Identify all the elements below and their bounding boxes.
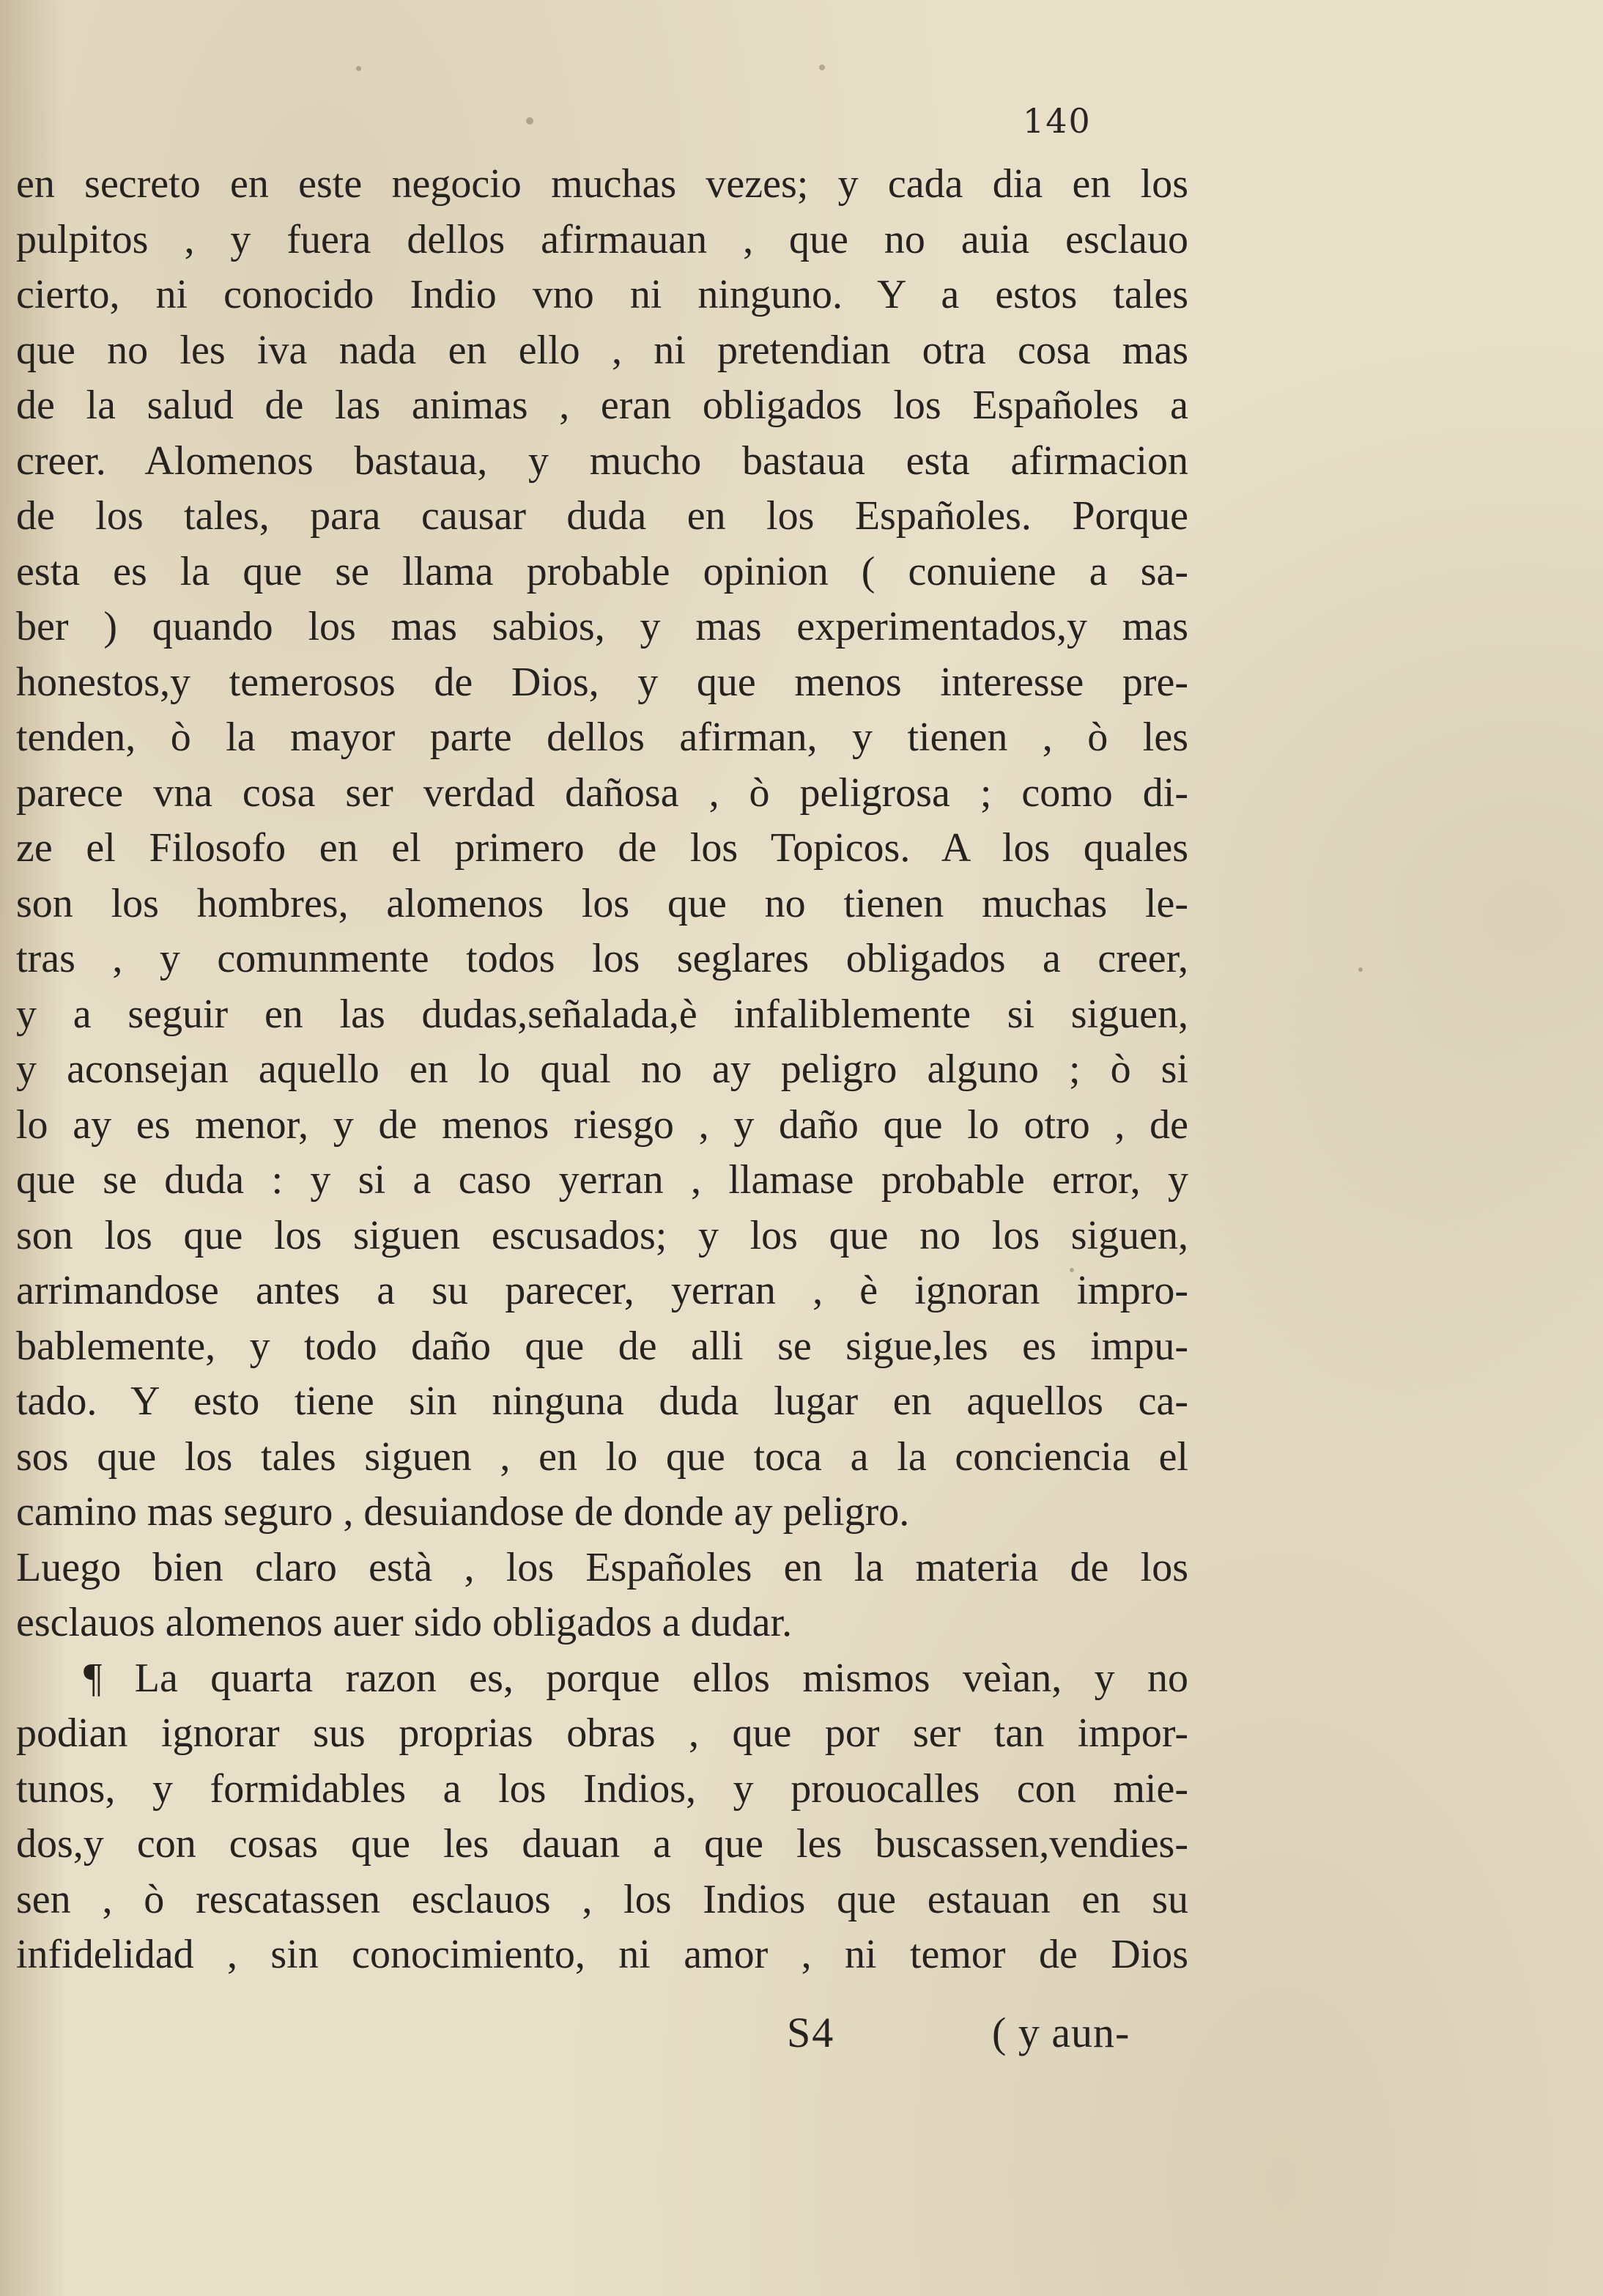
paragraph-end-line: esclauos alomenos auer sido obligados a dudar. <box>16 1600 793 1645</box>
body-text <box>16 157 1188 1983</box>
text-line: camino mas seguro , desuiandose de donde ay peligro. <box>16 1489 910 1535</box>
paper-speck <box>356 66 361 71</box>
text-line: que se duda : y si a caso yerran , llamase probable error, y <box>16 1157 1188 1203</box>
text-line: y aconsejan aquello en lo qual no ay peligro alguno ; ò si <box>16 1047 1188 1092</box>
text-line: pulpitos , y fuera dellos afirmauan , que no auia esclauo <box>16 216 1188 262</box>
signature-mark: S4 <box>787 2009 835 2056</box>
text-line: son los que los siguen escusados; y los que no los siguen, <box>16 1212 1188 1258</box>
text-line: son los hombres, alomenos los que no tienen muchas le- <box>16 880 1188 926</box>
text-line: tenden, ò la mayor parte dellos afirman, y tienen , ò les <box>16 715 1188 760</box>
text-line: tras , y comunmente todos los seglares obligados a creer, <box>16 936 1188 981</box>
text-line: infidelidad , sin conocimiento, ni amor , ni temor de Dios <box>16 1932 1188 1977</box>
text-line: parece vna cosa ser verdad dañosa , ò peligrosa ; como di- <box>16 769 1188 816</box>
text-line: tado. Y esto tiene sin ninguna duda lugar en aquellos ca- <box>16 1378 1188 1424</box>
text-line: ber ) quando los mas sabios, y mas experimentados,y mas <box>16 604 1188 649</box>
text-line: sos que los tales siguen , en lo que toca a la conciencia el <box>16 1433 1188 1480</box>
page-number: 140 <box>1023 101 1092 141</box>
text-line: honestos,y temerosos de Dios, y que menos interesse pre- <box>16 659 1188 705</box>
text-line: Luego bien claro està , los Españoles en la materia de los <box>16 1544 1188 1590</box>
text-line: dos,y con cosas que les dauan a que les buscassen,vendies- <box>16 1821 1188 1867</box>
text-line: sen , ò rescatassen esclauos , los Indios que estauan en su <box>16 1876 1188 1922</box>
text-line: cierto, ni conocido Indio vno ni ninguno. Y a estos tales <box>16 272 1188 317</box>
text-line: arrimandose antes a su parecer, yerran , è ignoran impro- <box>16 1268 1188 1313</box>
text-line: tunos, y formidables a los Indios, y prouocalles con mie- <box>16 1765 1188 1812</box>
text-line: esta es la que se llama probable opinion ( conuiene a sa- <box>16 548 1188 594</box>
text-line: bablemente, y todo daño que de alli se sigue,les es impu- <box>16 1323 1188 1369</box>
catchword: ( y aun- <box>992 2009 1130 2056</box>
paper-speck <box>819 64 825 70</box>
text-line: y a seguir en las dudas,señalada,è infaliblemente si siguen, <box>16 991 1188 1037</box>
text-line: lo ay es menor, y de menos riesgo , y daño que lo otro , de <box>16 1101 1188 1148</box>
text-line: en secreto en este negocio muchas vezes; y cada dia en los <box>16 161 1188 207</box>
text-line: ze el Filosofo en el primero de los Topicos. A los quales <box>16 825 1188 871</box>
text-line: creer. Alomenos bastaua, y mucho bastaua esta afirmacion <box>16 438 1188 484</box>
paragraph-start-line: ¶ La quarta razon es, porque ellos mismos veìan, y no <box>84 1655 1188 1701</box>
paper-speck <box>1358 967 1363 972</box>
paper-speck <box>526 117 533 125</box>
page-footer <box>0 2008 1603 2067</box>
text-line: de los tales, para causar duda en los Españoles. Porque <box>16 493 1188 539</box>
text-line: de la salud de las animas , eran obligados los Españoles a <box>16 383 1188 428</box>
text-line: podian ignorar sus proprias obras , que por ser tan impor- <box>16 1710 1188 1756</box>
text-line: que no les iva nada en ello , ni pretendian otra cosa mas <box>16 327 1188 373</box>
